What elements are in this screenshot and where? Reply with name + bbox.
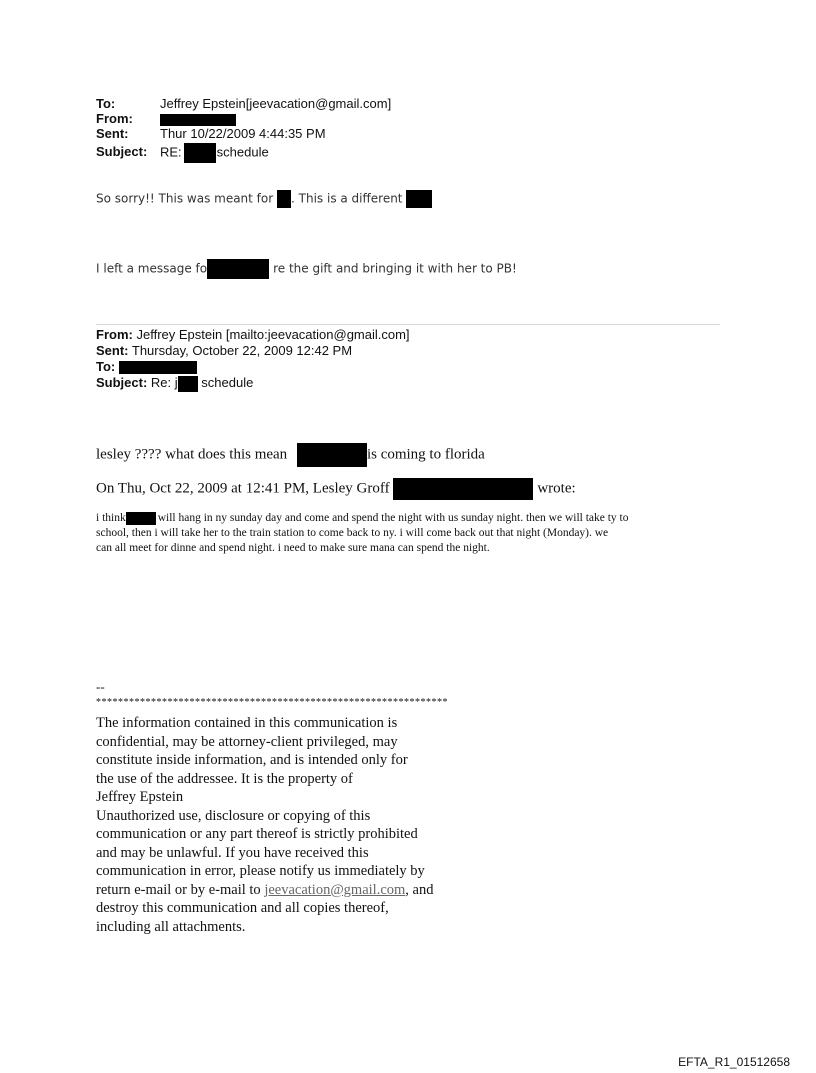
divider bbox=[96, 324, 720, 325]
disclaimer-line: Unauthorized use, disclosure or copying of this bbox=[96, 807, 371, 824]
quoted-sent-label: Sent: bbox=[96, 343, 129, 358]
sent-value-b: 10/22/2009 4:44:35 PM bbox=[190, 126, 326, 141]
sent-value-a: Thur bbox=[160, 126, 187, 141]
reply-attribution bbox=[96, 478, 576, 500]
redaction-block bbox=[393, 478, 533, 500]
disclaimer-line: Jeffrey Epstein bbox=[96, 789, 184, 805]
quoted-subject-b: schedule bbox=[201, 375, 254, 390]
reply-text: is coming to florida bbox=[366, 446, 485, 463]
message-line-1 bbox=[96, 190, 432, 208]
disclaimer-line: communication in error, please notify us immediately by bbox=[96, 863, 425, 879]
disclaimer-line: communication or any part thereof is strictly prohibited bbox=[96, 826, 418, 842]
original-line-1 bbox=[96, 512, 629, 525]
from-label: From: bbox=[96, 111, 133, 126]
redaction-block bbox=[160, 114, 236, 126]
original-text: i think bbox=[96, 512, 126, 525]
disclaimer-line: including all attachments. bbox=[96, 918, 246, 935]
signature-dashes: -- bbox=[96, 679, 105, 694]
redaction-block bbox=[126, 512, 156, 525]
header-sent-row bbox=[96, 127, 326, 141]
disclaimer-line: and may be unlawful. If you have received this bbox=[96, 844, 369, 861]
quoted-subject-row bbox=[96, 375, 253, 392]
to-value: Jeffrey Epstein[jeevacation@gmail.com] bbox=[160, 96, 392, 111]
quoted-sent-row bbox=[96, 343, 352, 358]
disclaimer-line: The information contained in this communication is bbox=[96, 715, 398, 731]
disclaimer-line: destroy this communication and all copies thereof, bbox=[96, 900, 389, 916]
redaction-block bbox=[277, 190, 291, 208]
message-text: . This is a different bbox=[291, 191, 403, 206]
message-line-2 bbox=[96, 259, 517, 279]
quoted-from-label: From: bbox=[96, 327, 133, 342]
attribution-text: On Thu, Oct 22, 2009 at 12:41 PM, Lesley Groff bbox=[96, 480, 390, 497]
signature-stars: **************************************************************** bbox=[96, 697, 448, 708]
confidentiality-disclaimer bbox=[96, 714, 516, 936]
quoted-to-label: To: bbox=[96, 359, 116, 374]
message-text: re the gift and bringing it with her to PB! bbox=[273, 261, 517, 276]
redaction-block bbox=[184, 143, 216, 163]
quoted-subject-a: Re: j bbox=[150, 375, 178, 390]
original-text: will hang in ny sunday day and come and spend the night with us sunday night. then we will take ty to bbox=[157, 512, 629, 525]
quoted-subject-label: Subject: bbox=[96, 375, 148, 390]
original-line-3: can all meet for dinne and spend night. i need to make sure mana can spend the night. bbox=[96, 542, 490, 554]
to-label: To: bbox=[96, 96, 116, 111]
disclaimer-line: the use of the addressee. It is the property of bbox=[96, 770, 353, 787]
original-line-2: school, then i will take her to the train station to come back to ny. i will come back out that night (Monday). we bbox=[96, 527, 609, 539]
reply-text: lesley ???? what does this mean bbox=[96, 446, 288, 463]
email-link[interactable]: jeevacation@gmail.com bbox=[264, 881, 406, 898]
redaction-block bbox=[119, 361, 197, 374]
redaction-block bbox=[178, 376, 198, 392]
subject-suffix: schedule bbox=[216, 144, 269, 160]
redaction-block bbox=[406, 190, 432, 208]
redaction-block bbox=[297, 443, 367, 467]
quoted-from-value: Jeffrey Epstein [mailto:jeevacation@gmail.com] bbox=[136, 327, 410, 342]
quoted-from-row bbox=[96, 327, 410, 342]
disclaimer-return-line bbox=[96, 881, 516, 900]
subject-prefix: RE: bbox=[160, 144, 182, 160]
document-id: EFTA_R1_01512658 bbox=[678, 1055, 790, 1069]
disclaimer-line: constitute inside information, and is intended only for bbox=[96, 752, 408, 768]
message-text: I left a message fo bbox=[96, 261, 208, 276]
reply-line bbox=[96, 443, 485, 467]
header-from-row bbox=[96, 112, 236, 126]
header-subject-row bbox=[96, 143, 269, 163]
sent-label: Sent: bbox=[96, 126, 129, 141]
attribution-text: wrote: bbox=[537, 480, 576, 497]
quoted-sent-value: Thursday, October 22, 2009 12:42 PM bbox=[131, 343, 353, 358]
disclaimer-text: return e-mail or by e-mail to bbox=[96, 881, 265, 898]
quoted-to-row bbox=[96, 359, 197, 374]
message-text: So sorry!! This was meant for bbox=[96, 191, 274, 206]
redaction-block bbox=[207, 259, 269, 279]
disclaimer-text: , and bbox=[405, 881, 434, 898]
header-to-row bbox=[96, 97, 391, 111]
disclaimer-line: confidential, may be attorney-client privileged, may bbox=[96, 733, 398, 750]
subject-label: Subject: bbox=[96, 144, 148, 160]
